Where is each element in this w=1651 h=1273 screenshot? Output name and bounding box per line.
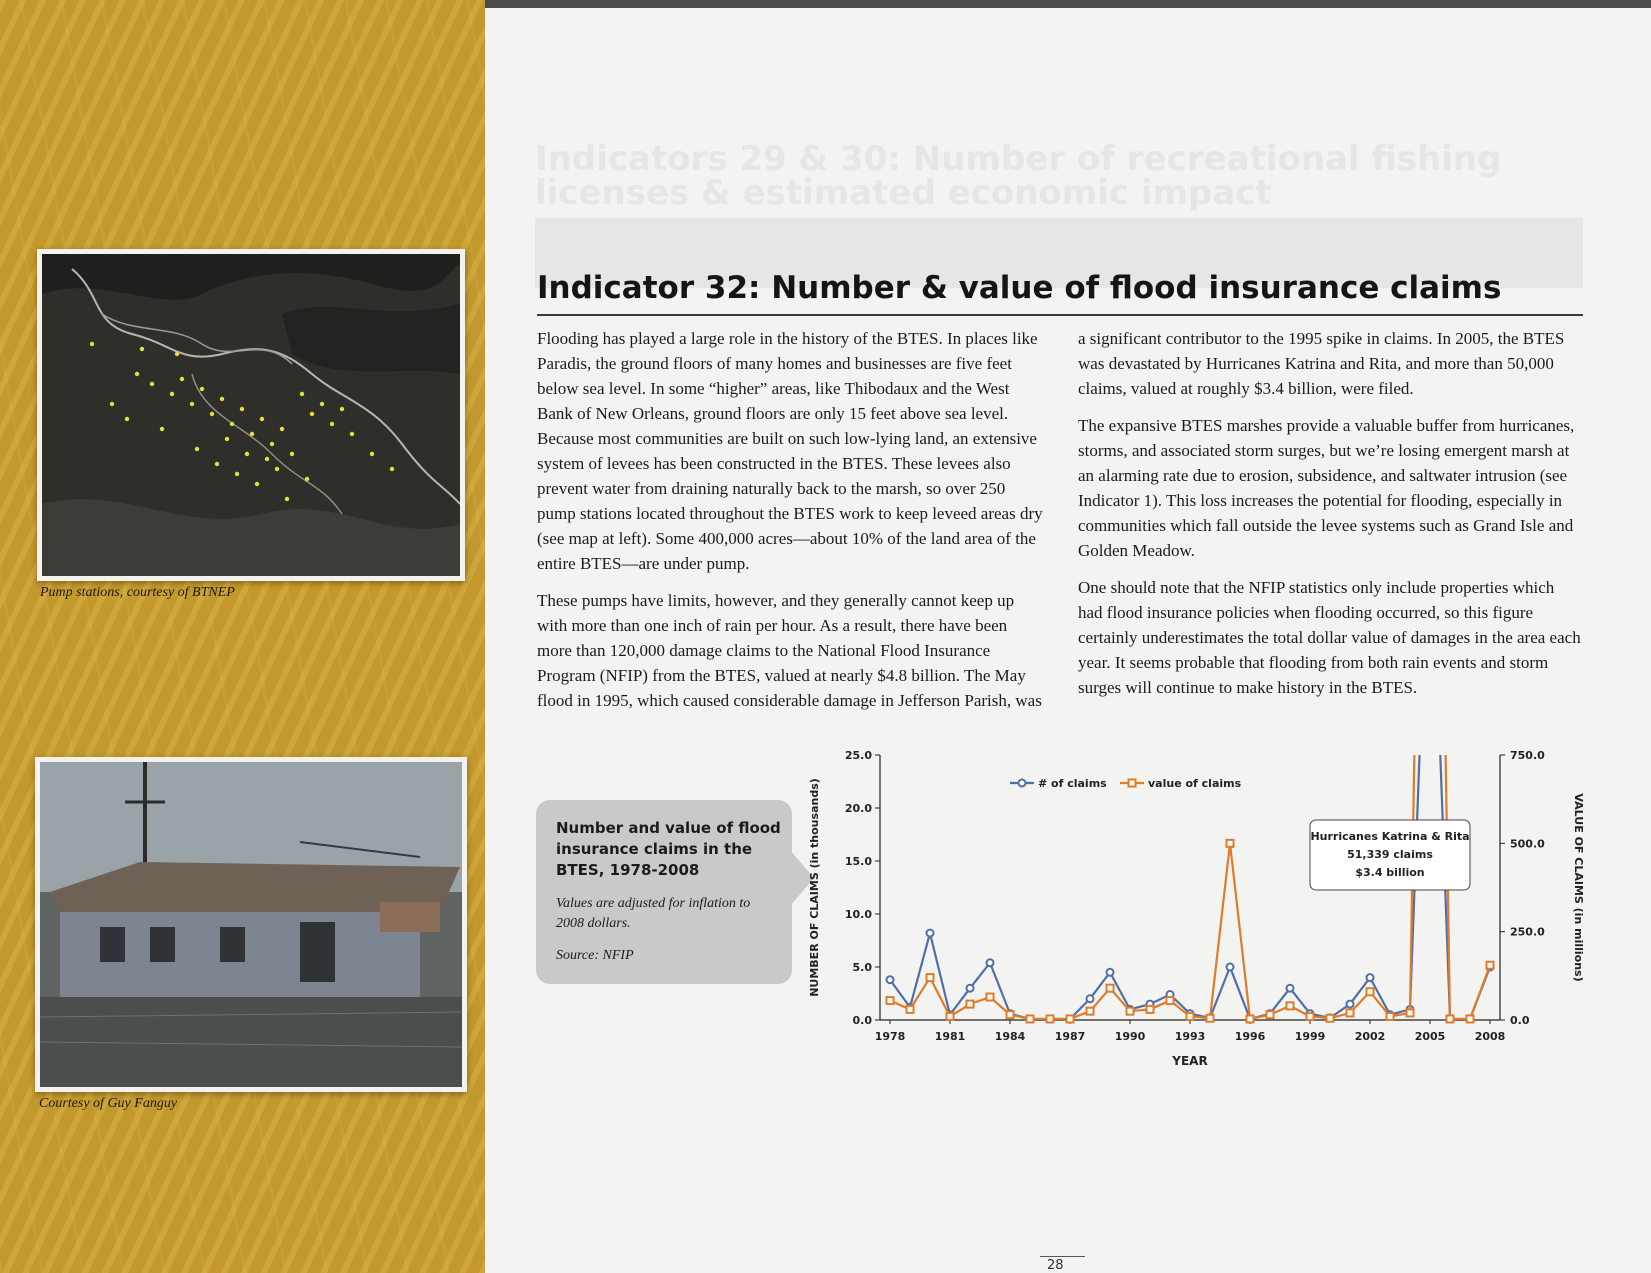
value-point [1147, 1006, 1154, 1013]
page-number-rule [1040, 1256, 1085, 1257]
y-right-axis-title: VALUE OF CLAIMS (in millions) [1572, 793, 1585, 982]
value-point [1387, 1013, 1394, 1020]
x-tick-label: 2005 [1414, 1030, 1446, 1043]
value-point [1327, 1015, 1334, 1022]
legend-value-label: value of claims [1148, 777, 1242, 790]
claims-point [987, 959, 994, 966]
value-point [967, 1001, 974, 1008]
title-rule [537, 314, 1583, 316]
value-point [1007, 1011, 1014, 1018]
paragraph: The expansive BTES marshes provide a valuable buffer from hurricanes, storms, and associated storm surges, but we’re losing emergent marsh at an alarming rate due to erosion, subsidence, and saltwater intrusion (see Indicator 1). This loss increases the potential for flooding, especially in communities which fall outside the levee systems such as Grand Isle and Golden Meadow. [1078, 416, 1575, 560]
y-right-tick-label: 500.0 [1510, 837, 1545, 851]
claims-point [1087, 995, 1094, 1002]
paragraph: a significant contributor to the 1995 spike in claims. In 2005, the BTES was devastated by Hurricanes Katrina and Rita, and more than 50,000 claims, valued at roughly $3.4 billion, were filed. [1078, 329, 1565, 398]
flooded-house-photo-frame [35, 757, 467, 1092]
value-point [1227, 840, 1234, 847]
claims-point [1227, 964, 1234, 971]
house-graphic [40, 762, 462, 1087]
claims-point [967, 985, 974, 992]
legend-claims-label: # of claims [1038, 777, 1107, 790]
paragraph: These pumps have limits, however, and they generally cannot keep up with more than one inch of rain per hour. As a result, there have been more than 120,000 damage claims to the National Flood Insurance Program (NFIP) from the BTES, valued at nearly $4.8 billion. The May flood in 1995, which caused considerable damage in Jefferson Parish, was [537, 591, 1042, 710]
value-point [1247, 1015, 1254, 1022]
x-tick-label: 1996 [1234, 1030, 1266, 1043]
y-left-tick-label: 25.0 [844, 749, 872, 762]
value-point [1087, 1008, 1094, 1015]
map-caption: Pump stations, courtesy of BTNEP [40, 585, 235, 600]
annotation-line: Hurricanes Katrina & Rita [1310, 830, 1470, 843]
x-tick-label: 1993 [1174, 1030, 1206, 1043]
claims-point [927, 930, 934, 937]
callout-title: Number and value of flood insurance claims in the BTES, 1978-2008 [556, 819, 781, 879]
legend-claims-swatch [1019, 780, 1026, 787]
value-point [987, 994, 994, 1001]
page-title: Indicator 32: Number & value of flood insurance claims [537, 270, 1502, 306]
claims-point [1347, 1001, 1354, 1008]
x-tick-label: 1987 [1054, 1030, 1086, 1043]
y-left-tick-label: 10.0 [844, 908, 872, 921]
y-right-tick-label: 750.0 [1510, 749, 1545, 762]
value-point [1167, 997, 1174, 1004]
y-left-axis-title: NUMBER OF CLAIMS (in thousands) [808, 778, 821, 997]
value-point [1347, 1009, 1354, 1016]
x-axis-title: YEAR [1172, 1054, 1208, 1068]
map-graphic [42, 254, 460, 576]
value-point [1267, 1011, 1274, 1018]
y-left-tick-label: 0.0 [852, 1014, 872, 1027]
value-point [887, 997, 894, 1004]
callout-source: Source: NFIP [556, 948, 634, 963]
y-right-tick-label: 0.0 [1510, 1014, 1530, 1027]
x-tick-label: 2008 [1474, 1030, 1506, 1043]
y-right-tick-label: 250.0 [1510, 925, 1545, 939]
annotation-line: 51,339 claims [1347, 848, 1433, 861]
y-left-tick-label: 5.0 [852, 961, 872, 974]
x-tick-label: 2002 [1354, 1030, 1386, 1043]
claims-point [887, 976, 894, 983]
house-caption: Courtesy of Guy Fanguy [39, 1096, 178, 1111]
legend-value-swatch [1129, 780, 1136, 787]
value-point [1047, 1015, 1054, 1022]
page-top-edge [485, 0, 1651, 8]
annotation-line: $3.4 billion [1355, 866, 1425, 879]
body-column-right [1078, 326, 1582, 712]
callout-note: Values are adjusted for inflation to 2008 dollars. [556, 896, 751, 931]
flood-claims-chart [800, 745, 1590, 1080]
paragraph: One should note that the NFIP statistics only include properties which had flood insurance policies when flooding occurred, so this figure certainly underestimates the total dollar value of damages in the area each year. It seems probable that flooding from both rain events and storm surges will continue to make history in the BTES. [1078, 578, 1581, 697]
x-tick-label: 1981 [934, 1030, 966, 1043]
y-left-tick-label: 15.0 [844, 855, 872, 868]
value-point [907, 1006, 914, 1013]
y-left-tick-label: 20.0 [844, 802, 872, 815]
value-point [1127, 1008, 1134, 1015]
claims-point [1367, 974, 1374, 981]
paragraph: Flooding has played a large role in the history of the BTES. In places like Paradis, the ground floors of many homes and businesses are five feet below sea level. In some “higher” areas, like Thibodaux and the West Bank of New Orleans, ground floors are only 15 feet above sea level. Because most communities are built on such low-lying land, an extensive system of levees has been constructed in the BTES. These levees also prevent water from draining naturally back to the marsh, so over 250 pump stations located throughout the BTES work to keep leveed areas dry (see map at left). Some 400,000 acres—about 10% of the land area of the entire BTES—are under pump. [537, 329, 1043, 573]
x-tick-label: 1999 [1294, 1030, 1326, 1043]
value-point [1467, 1015, 1474, 1022]
claims-point [1107, 969, 1114, 976]
value-point [1187, 1013, 1194, 1020]
value-point [947, 1013, 954, 1020]
value-point [927, 974, 934, 981]
x-tick-label: 1978 [874, 1030, 906, 1043]
body-column-left [537, 326, 1043, 725]
value-point [1487, 962, 1494, 969]
value-point [1407, 1009, 1414, 1016]
value-point [1447, 1015, 1454, 1022]
pump-station-map-image [42, 254, 460, 576]
bleed-through-heading: Indicators 29 & 30: Number of recreational fishing licenses & estimated economic impact [535, 139, 1502, 213]
x-tick-label: 1984 [994, 1030, 1026, 1043]
value-point [1207, 1015, 1214, 1022]
flooded-house-photo [40, 762, 462, 1087]
value-point [1027, 1015, 1034, 1022]
pump-station-map-frame [37, 249, 465, 581]
value-point [1107, 985, 1114, 992]
page-number: 28 [1047, 1258, 1064, 1273]
value-point [1307, 1013, 1314, 1020]
value-point [1287, 1002, 1294, 1009]
x-tick-label: 1990 [1114, 1030, 1146, 1043]
value-point [1067, 1015, 1074, 1022]
chart-callout-box [536, 800, 792, 984]
claims-point [1287, 985, 1294, 992]
value-point [1367, 988, 1374, 995]
